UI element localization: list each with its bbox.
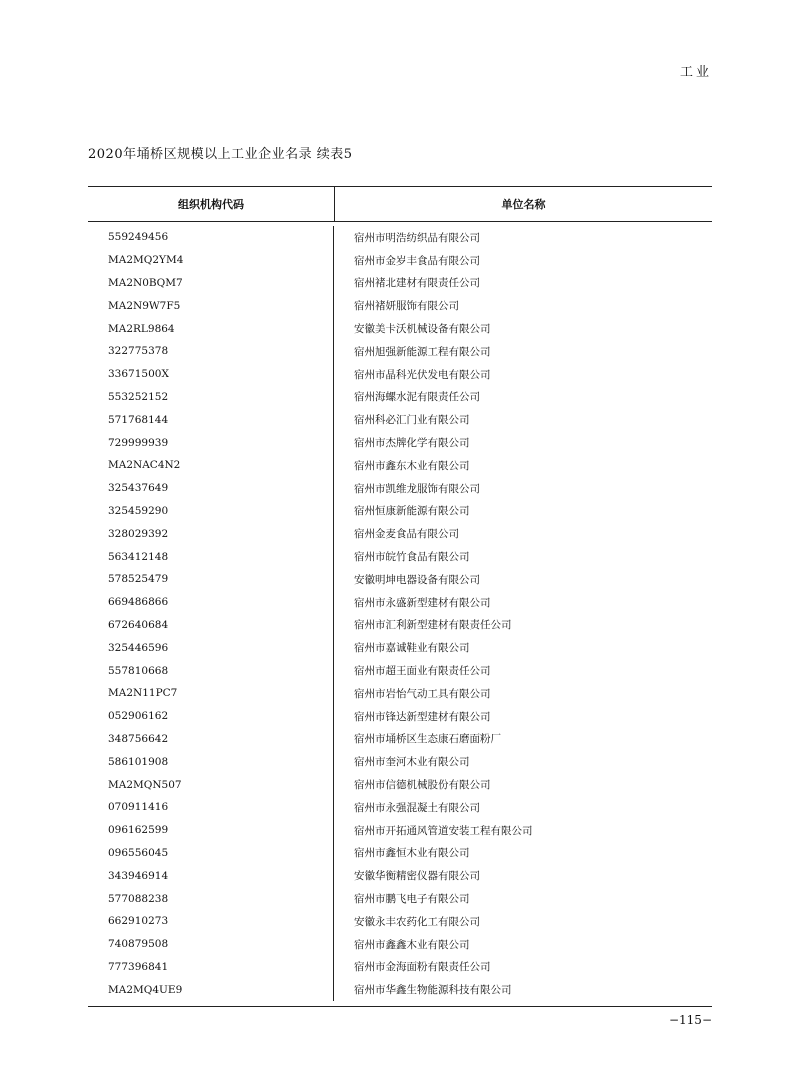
- org-code-cell: 33671500X: [88, 363, 334, 386]
- section-label: 工业: [679, 65, 712, 80]
- org-code-cell: 662910273: [88, 910, 334, 933]
- org-code-cell: 325437649: [88, 477, 334, 500]
- org-code-cell: MA2RL9864: [88, 317, 334, 340]
- org-code-cell: MA2MQ4UE9: [88, 978, 334, 1001]
- table-row: [88, 750, 712, 773]
- table-row: [88, 728, 712, 751]
- company-name-cell: 宿州市金岁丰食品有限公司: [354, 254, 480, 267]
- table-body: [88, 222, 712, 1006]
- org-code-cell: 096162599: [88, 819, 334, 842]
- table-row: [88, 796, 712, 819]
- org-code-cell: 348756642: [88, 728, 334, 751]
- org-code-cell: 325459290: [88, 500, 334, 523]
- org-code-cell: MA2N11PC7: [88, 682, 334, 705]
- company-name-cell: 宿州市鑫鑫木业有限公司: [354, 938, 470, 951]
- org-code-cell: MA2MQN507: [88, 773, 334, 796]
- table-row: [88, 431, 712, 454]
- table-row: [88, 386, 712, 409]
- table-row: [88, 591, 712, 614]
- company-name-cell: 宿州市岩怡气动工具有限公司: [354, 687, 491, 700]
- table-row: [88, 614, 712, 637]
- company-name-cell: 宿州市明浩纺织品有限公司: [354, 231, 480, 244]
- table-row: [88, 773, 712, 796]
- table-row: [88, 956, 712, 979]
- table-row: [88, 294, 712, 317]
- table-row: [88, 819, 712, 842]
- table-row: [88, 249, 712, 272]
- org-code-cell: 070911416: [88, 796, 334, 819]
- page-number: −115−: [668, 1013, 712, 1027]
- company-name-cell: 宿州市超王面业有限责任公司: [354, 665, 491, 678]
- table-title: 2020年埇桥区规模以上工业企业名录 续表5: [88, 147, 353, 162]
- table-row: [88, 933, 712, 956]
- company-name-cell: 安徽明坤电器设备有限公司: [354, 573, 480, 586]
- table-row: [88, 887, 712, 910]
- org-code-cell: MA2MQ2YM4: [88, 249, 334, 272]
- org-code-cell: 052906162: [88, 705, 334, 728]
- table-row: [88, 568, 712, 591]
- org-code-cell: 672640684: [88, 614, 334, 637]
- table-row: [88, 522, 712, 545]
- org-code-cell: 322775378: [88, 340, 334, 363]
- table-row: [88, 659, 712, 682]
- org-code-cell: 577088238: [88, 887, 334, 910]
- table-row: [88, 636, 712, 659]
- org-code-cell: 328029392: [88, 522, 334, 545]
- company-name-cell: 宿州海螺水泥有限责任公司: [354, 391, 480, 404]
- company-name-cell: 宿州褚北建材有限责任公司: [354, 277, 480, 290]
- org-code-cell: 553252152: [88, 386, 334, 409]
- table-row: [88, 545, 712, 568]
- company-name-cell: 宿州金麦食品有限公司: [354, 528, 459, 541]
- company-name-cell: 宿州市凯维龙服饰有限公司: [354, 482, 480, 495]
- company-name-cell: 宿州市锋达新型建材有限公司: [354, 710, 491, 723]
- company-name-cell: 安徽美卡沃机械设备有限公司: [354, 323, 491, 336]
- company-name-cell: 宿州市永盛新型建材有限公司: [354, 596, 491, 609]
- company-name-cell: 宿州褚妍服饰有限公司: [354, 300, 459, 313]
- org-code-cell: 669486866: [88, 591, 334, 614]
- table-row: [88, 272, 712, 295]
- table-row: [88, 864, 712, 887]
- enterprise-table: [88, 186, 712, 1007]
- org-code-cell: 740879508: [88, 933, 334, 956]
- company-name-cell: 宿州市鹏飞电子有限公司: [354, 893, 470, 905]
- company-name-cell: 宿州旭强新能源工程有限公司: [354, 345, 491, 358]
- company-name-cell: 宿州市奎河木业有限公司: [354, 756, 470, 769]
- org-code-cell: 563412148: [88, 545, 334, 568]
- table-row: [88, 978, 712, 1001]
- org-code-cell: 729999939: [88, 431, 334, 454]
- org-code-cell: MA2N0BQM7: [88, 272, 334, 295]
- company-name-cell: 宿州科必汇门业有限公司: [354, 414, 470, 427]
- company-name-cell: 宿州市鑫恒木业有限公司: [354, 847, 470, 860]
- company-name-cell: 宿州市皖竹食品有限公司: [354, 551, 470, 564]
- table-row: [88, 682, 712, 705]
- org-code-cell: 096556045: [88, 842, 334, 865]
- column-header-org-code: 组织机构代码: [88, 187, 335, 221]
- table-row: [88, 340, 712, 363]
- column-header-company-name: 单位名称: [501, 198, 546, 211]
- org-code-cell: 343946914: [88, 864, 334, 887]
- company-name-cell: 宿州市晶科光伏发电有限公司: [354, 368, 491, 381]
- table-row: [88, 226, 712, 249]
- org-code-cell: 586101908: [88, 750, 334, 773]
- org-code-cell: MA2N9W7F5: [88, 294, 334, 317]
- org-code-cell: 571768144: [88, 408, 334, 431]
- company-name-cell: 宿州市汇利新型建材有限责任公司: [354, 619, 512, 632]
- table-row: [88, 454, 712, 477]
- company-name-cell: 宿州市开拓通风管道安装工程有限公司: [354, 824, 533, 837]
- table-row: [88, 705, 712, 728]
- company-name-cell: 安徽华衡精密仪器有限公司: [354, 870, 480, 883]
- company-name-cell: 宿州市永强混凝土有限公司: [354, 801, 480, 814]
- table-row: [88, 363, 712, 386]
- company-name-cell: 宿州市金海面粉有限责任公司: [354, 961, 491, 974]
- company-name-cell: 宿州市鑫东木业有限公司: [354, 459, 470, 472]
- org-code-cell: 777396841: [88, 956, 334, 979]
- org-code-cell: 578525479: [88, 568, 334, 591]
- company-name-cell: 宿州市嘉诚鞋业有限公司: [354, 642, 470, 655]
- company-name-cell: 宿州市杰牌化学有限公司: [354, 437, 470, 450]
- org-code-cell: 559249456: [88, 226, 334, 249]
- company-name-cell: 安徽永丰农药化工有限公司: [354, 915, 480, 928]
- table-row: [88, 477, 712, 500]
- table-row: [88, 408, 712, 431]
- table-row: [88, 317, 712, 340]
- company-name-cell: 宿州恒康新能源有限公司: [354, 505, 470, 518]
- table-header: [88, 187, 712, 222]
- table-row: [88, 842, 712, 865]
- table-row: [88, 500, 712, 523]
- company-name-cell: 宿州市埇桥区生态康石磨面粉厂: [354, 733, 501, 746]
- table-row: [88, 910, 712, 933]
- org-code-cell: 557810668: [88, 659, 334, 682]
- org-code-cell: 325446596: [88, 636, 334, 659]
- org-code-cell: MA2NAC4N2: [88, 454, 334, 477]
- company-name-cell: 宿州市华鑫生物能源科技有限公司: [354, 984, 512, 997]
- company-name-cell: 宿州市信德机械股份有限公司: [354, 779, 491, 792]
